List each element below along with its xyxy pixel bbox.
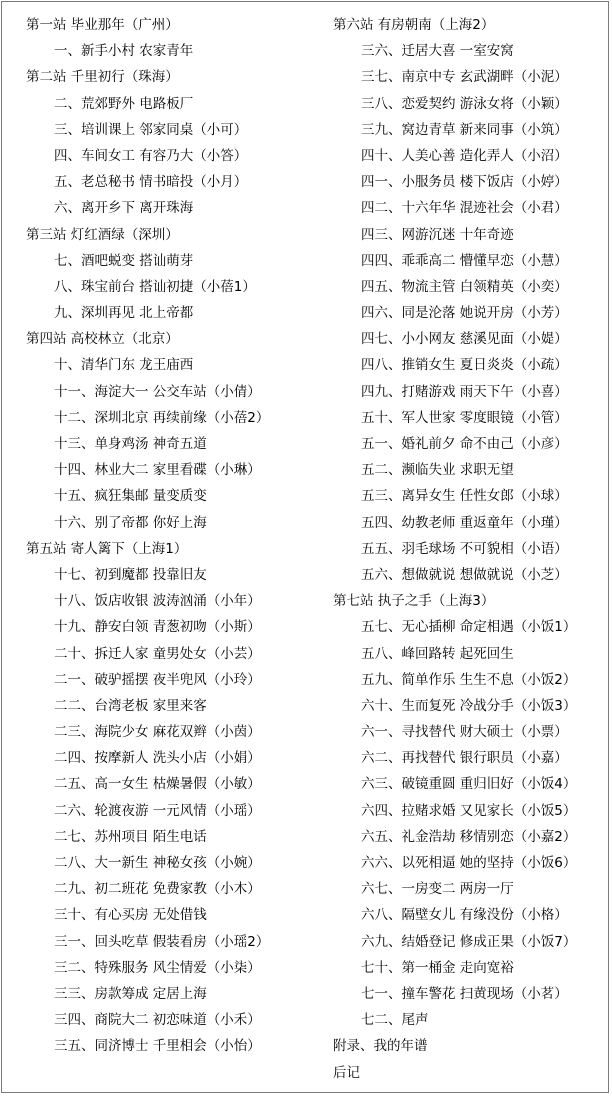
toc-chapter-entry: 六三、破镜重圆 重归旧好（小饭4） (361, 776, 577, 793)
toc-chapter-entry: 十、清华门东 龙王庙西 (54, 357, 194, 374)
toc-chapter-entry: 五四、幼教老师 重返童年（小瑾） (361, 514, 568, 531)
toc-chapter-entry: 二七、苏州项目 陌生电话 (54, 828, 207, 845)
toc-chapter-entry: 四九、打赌游戏 雨天下午（小喜） (361, 383, 568, 400)
toc-section-heading: 第一站 毕业那年（广州） (26, 17, 179, 33)
toc-chapter-entry: 六一、寻找替代 财大硕士（小票） (361, 724, 568, 741)
toc-chapter-entry: 五、老总秘书 情书暗投（小月） (54, 174, 248, 191)
toc-chapter-entry: 二五、高一女生 枯燥暑假（小敏） (54, 776, 261, 793)
toc-chapter-entry: 六十、生而复死 冷战分手（小饭3） (361, 697, 577, 714)
toc-section-heading: 第七站 执子之手（上海3） (333, 593, 495, 610)
toc-chapter-entry: 三十、有心买房 无处借钱 (54, 907, 207, 924)
toc-chapter-entry: 三四、商院大二 初恋味道（小禾） (54, 1012, 261, 1029)
toc-right-column (333, 12, 576, 1086)
toc-chapter-entry: 二二、台湾老板 家里来客 (54, 697, 207, 714)
toc-chapter-entry: 五九、简单作乐 生生不息（小饭2） (361, 671, 577, 688)
toc-chapter-entry: 三六、迁居大喜 一室安窝 (361, 43, 514, 60)
toc-chapter-entry: 三九、窝边青草 新来同事（小筑） (361, 121, 568, 138)
toc-chapter-entry: 二、荒郊野外 电路板厂 (54, 95, 194, 112)
toc-chapter-entry: 三七、南京中专 玄武湖畔（小泥） (361, 69, 568, 86)
toc-section-heading: 第五站 寄人篱下（上海1） (26, 540, 188, 557)
toc-chapter-entry: 六、离开乡下 离开珠海 (54, 200, 194, 217)
toc-chapter-entry: 十七、初到魔都 投靠旧友 (54, 566, 207, 583)
toc-chapter-entry: 十三、单身鸡汤 神奇五道 (54, 436, 207, 452)
toc-chapter-entry: 十六、别了帝都 你好上海 (54, 514, 207, 531)
toc-chapter-entry: 七一、撞车警花 扫黄现场（小茗） (361, 985, 568, 1002)
toc-chapter-entry: 七十、第一桶金 走向宽裕 (361, 959, 514, 976)
toc-chapter-entry: 十一、海淀大一 公交车站（小倩） (54, 383, 261, 400)
toc-chapter-entry: 六八、隔壁女儿 有缘没份（小格） (361, 907, 568, 924)
toc-chapter-entry: 十九、静安白领 青葱初吻（小斯） (54, 619, 261, 636)
toc-chapter-entry: 五六、想做就说 想做就说（小芝） (361, 566, 568, 583)
toc-chapter-entry: 二三、海院少女 麻花双辫（小茵） (54, 724, 261, 741)
toc-chapter-entry: 二一、破驴摇摆 夜半兜风（小玲） (54, 671, 261, 688)
toc-section-heading: 第四站 高校林立（北京） (26, 331, 179, 348)
toc-chapter-entry: 三八、恋爱契约 游泳女将（小颖） (361, 95, 568, 112)
toc-chapter-entry: 二八、大一新生 神秘女孩（小婉） (54, 855, 261, 871)
toc-chapter-entry: 六四、拉赌求婚 又见家长（小饭5） (361, 802, 577, 819)
toc-chapter-entry: 五二、濒临失业 求职无望 (361, 462, 514, 479)
toc-chapter-entry: 八、珠宝前台 搭讪初捷（小蓓1） (54, 278, 256, 295)
toc-chapter-entry: 六五、礼金浩劫 移情别恋（小嘉2） (361, 828, 577, 845)
toc-chapter-entry: 一、新手小村 农家青年 (54, 43, 194, 60)
toc-chapter-entry: 四八、推销女生 夏日炎炎（小疏） (361, 357, 568, 374)
toc-chapter-entry: 四十、人美心善 造化弄人（小沼） (361, 147, 568, 164)
toc-chapter-entry: 四四、乖乖高二 懵懂早恋（小慧） (361, 252, 568, 269)
toc-chapter-entry: 三、培训课上 邻家同桌（小可） (54, 121, 248, 138)
toc-chapter-entry: 六七、一房变二 两房一厅 (361, 881, 514, 898)
toc-chapter-entry: 四六、同是沦落 她说开房（小芳） (361, 305, 568, 322)
toc-chapter-entry: 五一、婚礼前夕 命不由己（小彦） (361, 436, 568, 452)
toc-chapter-entry: 十五、疯狂集邮 量变质变 (54, 488, 207, 505)
toc-chapter-entry: 四七、小小网友 慈溪见面（小媞） (361, 331, 568, 348)
toc-chapter-entry: 十二、深圳北京 再续前缘（小蓓2） (54, 409, 270, 426)
toc-section-heading: 第二站 千里初行（珠海） (26, 69, 179, 86)
toc-chapter-entry: 二十、拆迁人家 童男处女（小芸） (54, 645, 261, 662)
toc-chapter-entry: 四五、物流主管 白领精英（小奕） (361, 278, 568, 295)
toc-left-column (26, 12, 269, 1060)
toc-chapter-entry: 二六、轮渡夜游 一元风情（小瑶） (54, 802, 261, 819)
toc-chapter-entry: 二九、初二班花 免费家教（小木） (54, 881, 261, 898)
toc-chapter-entry: 七、酒吧蜕变 搭讪萌芽 (54, 252, 194, 269)
toc-chapter-entry: 三一、回头吃草 假装看房（小瑶2） (54, 933, 270, 950)
toc-chapter-entry: 四二、十六年华 混迹社会（小君） (361, 200, 568, 217)
toc-chapter-entry: 六二、再找替代 银行职员（小嘉） (361, 750, 568, 767)
toc-chapter-entry: 三五、同济博士 千里相会（小怡） (54, 1038, 261, 1055)
toc-section-heading: 附录、我的年谱 (333, 1038, 428, 1055)
toc-chapter-entry: 四一、小服务员 楼下饭店（小婷） (361, 174, 568, 191)
toc-chapter-entry: 七二、尾声 (361, 1012, 429, 1029)
toc-chapter-entry: 五七、无心插柳 命定相遇（小饭1） (361, 619, 577, 636)
toc-chapter-entry: 五五、羽毛球场 不可貌相（小语） (361, 540, 568, 557)
toc-chapter-entry: 二四、按摩新人 洗头小店（小娟） (54, 750, 261, 767)
toc-section-heading: 第六站 有房朝南（上海2） (333, 17, 495, 33)
toc-chapter-entry: 九、深圳再见 北上帝都 (54, 305, 194, 322)
toc-chapter-entry: 六六、以死相逼 她的坚持（小饭6） (361, 855, 577, 871)
toc-chapter-entry: 五八、峰回路转 起死回生 (361, 645, 514, 662)
toc-chapter-entry: 五十、军人世家 零度眼镜（小管） (361, 409, 568, 426)
toc-chapter-entry: 十八、饭店收银 波涛汹涌（小年） (54, 593, 261, 610)
toc-chapter-entry: 四三、网游沉迷 十年奇迹 (361, 226, 514, 243)
toc-chapter-entry: 六九、结婚登记 修成正果（小饭7） (361, 933, 577, 950)
toc-section-heading: 第三站 灯红酒绿（深圳） (26, 226, 179, 243)
toc-chapter-entry: 三二、特殊服务 风尘情爱（小柒） (54, 959, 261, 976)
toc-chapter-entry: 三三、房款筹成 定居上海 (54, 985, 207, 1002)
toc-chapter-entry: 五三、离异女生 任性女郎（小球） (361, 488, 568, 505)
toc-chapter-entry: 十四、林业大二 家里看碟（小琳） (54, 462, 261, 479)
toc-chapter-entry: 四、车间女工 有容乃大（小答） (54, 147, 248, 164)
toc-section-heading: 后记 (333, 1064, 360, 1081)
